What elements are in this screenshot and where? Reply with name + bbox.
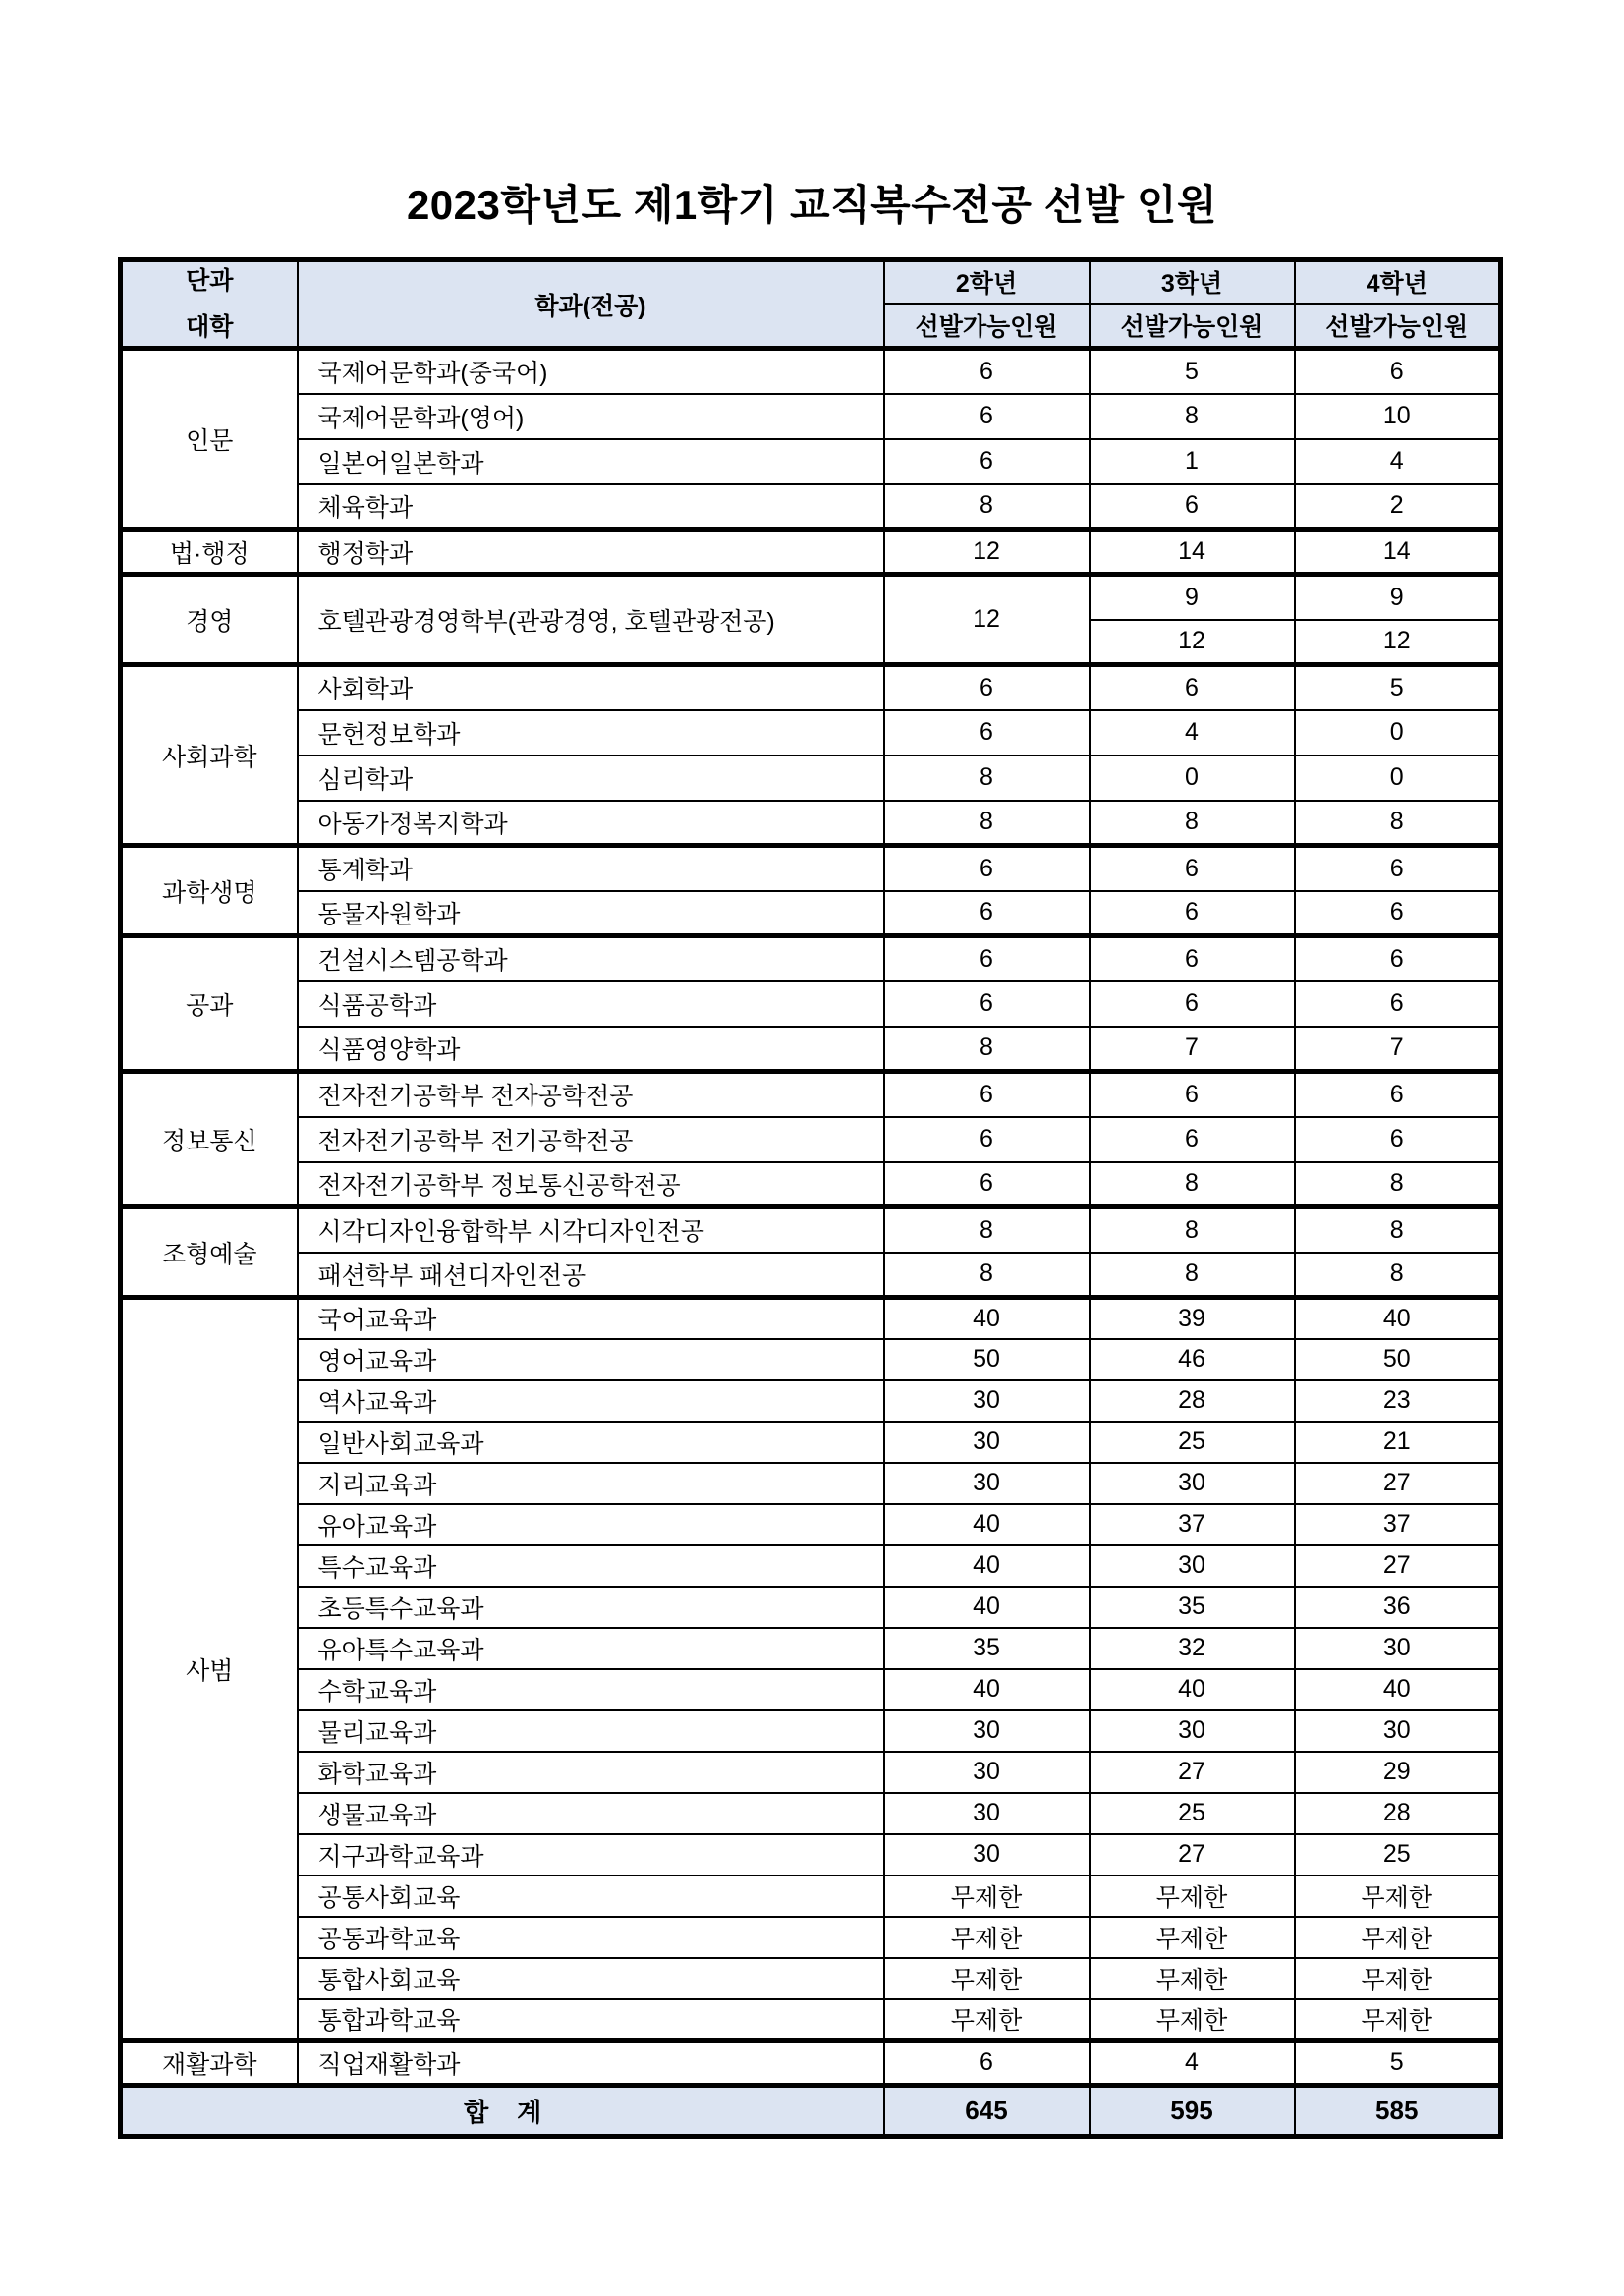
total-value-y3: 595 bbox=[1090, 2086, 1295, 2137]
value-cell: 6 bbox=[884, 1162, 1090, 1207]
value-cell: 6 bbox=[884, 936, 1090, 981]
department-cell: 통합과학교육 bbox=[298, 1999, 884, 2041]
table-row bbox=[121, 2041, 1501, 2086]
value-cell: 40 bbox=[1295, 1669, 1501, 1710]
value-cell: 28 bbox=[1090, 1380, 1295, 1422]
value-cell: 6 bbox=[1090, 891, 1295, 936]
value-cell: 12 bbox=[1090, 620, 1295, 665]
table-row bbox=[121, 1587, 1501, 1628]
college-cell: 사회과학 bbox=[121, 665, 298, 846]
department-cell: 동물자원학과 bbox=[298, 891, 884, 936]
department-cell: 유아특수교육과 bbox=[298, 1628, 884, 1669]
value-cell: 40 bbox=[884, 1504, 1090, 1545]
value-cell: 6 bbox=[1090, 1117, 1295, 1162]
value-cell: 36 bbox=[1295, 1587, 1501, 1628]
table-row bbox=[121, 710, 1501, 756]
value-cell: 무제한 bbox=[1090, 1958, 1295, 1999]
table-row bbox=[121, 1253, 1501, 1298]
college-cell: 경영 bbox=[121, 575, 298, 665]
table-row bbox=[121, 349, 1501, 394]
table-row bbox=[121, 1298, 1501, 1339]
value-cell: 40 bbox=[884, 1669, 1090, 1710]
value-cell: 6 bbox=[884, 665, 1090, 710]
table-header bbox=[121, 260, 1501, 349]
table-row bbox=[121, 530, 1501, 575]
value-cell: 4 bbox=[1090, 710, 1295, 756]
value-cell: 12 bbox=[884, 530, 1090, 575]
department-cell: 호텔관광경영학부(관광경영, 호텔관광전공) bbox=[298, 575, 884, 665]
table-row bbox=[121, 981, 1501, 1027]
value-cell: 0 bbox=[1090, 756, 1295, 801]
value-cell: 0 bbox=[1295, 710, 1501, 756]
department-cell: 시각디자인융합학부 시각디자인전공 bbox=[298, 1207, 884, 1253]
value-cell: 무제한 bbox=[1090, 1876, 1295, 1917]
value-cell: 30 bbox=[1295, 1628, 1501, 1669]
value-cell: 6 bbox=[884, 846, 1090, 891]
selection-table bbox=[118, 257, 1503, 2139]
college-cell: 사범 bbox=[121, 1298, 298, 2041]
department-cell: 전자전기공학부 전기공학전공 bbox=[298, 1117, 884, 1162]
table-row bbox=[121, 846, 1501, 891]
value-cell: 6 bbox=[1090, 484, 1295, 530]
value-cell: 6 bbox=[1295, 1117, 1501, 1162]
department-cell: 식품영양학과 bbox=[298, 1027, 884, 1072]
value-cell: 39 bbox=[1090, 1298, 1295, 1339]
table-row bbox=[121, 1504, 1501, 1545]
department-cell: 영어교육과 bbox=[298, 1339, 884, 1380]
department-cell: 일반사회교육과 bbox=[298, 1422, 884, 1463]
value-cell: 7 bbox=[1090, 1027, 1295, 1072]
table-row bbox=[121, 1339, 1501, 1380]
value-cell: 14 bbox=[1295, 530, 1501, 575]
value-cell: 27 bbox=[1295, 1463, 1501, 1504]
table-row bbox=[121, 1752, 1501, 1793]
department-cell: 전자전기공학부 정보통신공학전공 bbox=[298, 1162, 884, 1207]
header-grade-4: 4학년 bbox=[1295, 260, 1501, 304]
value-cell: 30 bbox=[1090, 1545, 1295, 1587]
table-row bbox=[121, 394, 1501, 439]
total-value-y4: 585 bbox=[1295, 2086, 1501, 2137]
header-row-grades bbox=[121, 260, 1501, 304]
value-cell: 46 bbox=[1090, 1339, 1295, 1380]
value-cell: 40 bbox=[884, 1587, 1090, 1628]
value-cell: 4 bbox=[1090, 2041, 1295, 2086]
value-cell: 27 bbox=[1090, 1834, 1295, 1876]
value-cell: 무제한 bbox=[1295, 1999, 1501, 2041]
value-cell: 30 bbox=[884, 1422, 1090, 1463]
department-cell: 초등특수교육과 bbox=[298, 1587, 884, 1628]
value-cell: 30 bbox=[1295, 1710, 1501, 1752]
value-cell: 8 bbox=[1295, 1207, 1501, 1253]
value-cell: 6 bbox=[1090, 846, 1295, 891]
total-row bbox=[121, 2086, 1501, 2137]
value-cell: 6 bbox=[1295, 891, 1501, 936]
value-cell: 30 bbox=[884, 1463, 1090, 1504]
table-row bbox=[121, 1876, 1501, 1917]
value-cell: 무제한 bbox=[1295, 1876, 1501, 1917]
department-cell: 일본어일본학과 bbox=[298, 439, 884, 484]
value-cell: 30 bbox=[884, 1380, 1090, 1422]
value-cell: 40 bbox=[884, 1545, 1090, 1587]
table-row bbox=[121, 1545, 1501, 1587]
table-row bbox=[121, 801, 1501, 846]
value-cell: 25 bbox=[1295, 1834, 1501, 1876]
table-row bbox=[121, 439, 1501, 484]
college-cell: 공과 bbox=[121, 936, 298, 1072]
value-cell: 6 bbox=[884, 1072, 1090, 1117]
table-row bbox=[121, 891, 1501, 936]
value-cell: 8 bbox=[1090, 394, 1295, 439]
department-cell: 유아교육과 bbox=[298, 1504, 884, 1545]
value-cell: 6 bbox=[884, 981, 1090, 1027]
value-cell: 29 bbox=[1295, 1752, 1501, 1793]
department-cell: 지구과학교육과 bbox=[298, 1834, 884, 1876]
department-cell: 건설시스템공학과 bbox=[298, 936, 884, 981]
value-cell: 8 bbox=[884, 1207, 1090, 1253]
value-cell: 6 bbox=[1090, 665, 1295, 710]
value-cell: 8 bbox=[1295, 1162, 1501, 1207]
value-cell: 0 bbox=[1295, 756, 1501, 801]
value-cell: 27 bbox=[1295, 1545, 1501, 1587]
college-cell: 재활과학 bbox=[121, 2041, 298, 2086]
value-cell: 30 bbox=[884, 1793, 1090, 1834]
department-cell: 공통과학교육 bbox=[298, 1917, 884, 1958]
value-cell: 8 bbox=[1090, 801, 1295, 846]
value-cell: 6 bbox=[1295, 981, 1501, 1027]
header-selectable-y4: 선발가능인원 bbox=[1295, 304, 1501, 349]
table-row bbox=[121, 936, 1501, 981]
value-cell: 무제한 bbox=[1090, 1917, 1295, 1958]
table-row bbox=[121, 575, 1501, 620]
table-row bbox=[121, 1958, 1501, 1999]
value-cell: 무제한 bbox=[884, 1999, 1090, 2041]
table-row bbox=[121, 1628, 1501, 1669]
value-cell: 무제한 bbox=[1295, 1917, 1501, 1958]
value-cell: 8 bbox=[1295, 801, 1501, 846]
department-cell: 통계학과 bbox=[298, 846, 884, 891]
value-cell: 6 bbox=[884, 439, 1090, 484]
total-value-y2: 645 bbox=[884, 2086, 1090, 2137]
table-row bbox=[121, 1117, 1501, 1162]
value-cell: 9 bbox=[1090, 575, 1295, 620]
value-cell: 12 bbox=[884, 575, 1090, 665]
table-row bbox=[121, 1669, 1501, 1710]
department-cell: 심리학과 bbox=[298, 756, 884, 801]
header-department: 학과(전공) bbox=[298, 260, 884, 349]
college-cell: 과학생명 bbox=[121, 846, 298, 936]
table-row bbox=[121, 1917, 1501, 1958]
value-cell: 32 bbox=[1090, 1628, 1295, 1669]
value-cell: 무제한 bbox=[1295, 1958, 1501, 1999]
table-body bbox=[121, 349, 1501, 2086]
value-cell: 7 bbox=[1295, 1027, 1501, 1072]
college-cell: 인문 bbox=[121, 349, 298, 530]
table-row bbox=[121, 1027, 1501, 1072]
page-title: 2023학년도 제1학기 교직복수전공 선발 인원 bbox=[406, 182, 1218, 228]
department-cell: 수학교육과 bbox=[298, 1669, 884, 1710]
value-cell: 8 bbox=[884, 756, 1090, 801]
value-cell: 8 bbox=[1090, 1162, 1295, 1207]
value-cell: 14 bbox=[1090, 530, 1295, 575]
value-cell: 5 bbox=[1090, 349, 1295, 394]
table-row bbox=[121, 1422, 1501, 1463]
value-cell: 무제한 bbox=[884, 1876, 1090, 1917]
value-cell: 8 bbox=[884, 801, 1090, 846]
value-cell: 4 bbox=[1295, 439, 1501, 484]
table-row bbox=[121, 484, 1501, 530]
department-cell: 국제어문학과(중국어) bbox=[298, 349, 884, 394]
college-cell: 법·행정 bbox=[121, 530, 298, 575]
total-label: 합 계 bbox=[121, 2086, 884, 2137]
value-cell: 30 bbox=[884, 1752, 1090, 1793]
department-cell: 국어교육과 bbox=[298, 1298, 884, 1339]
table-footer bbox=[121, 2086, 1501, 2137]
value-cell: 40 bbox=[1090, 1669, 1295, 1710]
header-selectable-y3: 선발가능인원 bbox=[1090, 304, 1295, 349]
value-cell: 6 bbox=[1295, 936, 1501, 981]
department-cell: 역사교육과 bbox=[298, 1380, 884, 1422]
value-cell: 37 bbox=[1090, 1504, 1295, 1545]
value-cell: 30 bbox=[884, 1834, 1090, 1876]
table-row bbox=[121, 1380, 1501, 1422]
value-cell: 6 bbox=[1295, 846, 1501, 891]
value-cell: 25 bbox=[1090, 1422, 1295, 1463]
value-cell: 8 bbox=[1090, 1207, 1295, 1253]
table-row bbox=[121, 1710, 1501, 1752]
table-row bbox=[121, 1463, 1501, 1504]
value-cell: 30 bbox=[1090, 1463, 1295, 1504]
value-cell: 35 bbox=[884, 1628, 1090, 1669]
value-cell: 37 bbox=[1295, 1504, 1501, 1545]
table-row bbox=[121, 756, 1501, 801]
value-cell: 2 bbox=[1295, 484, 1501, 530]
value-cell: 6 bbox=[1090, 981, 1295, 1027]
value-cell: 30 bbox=[884, 1710, 1090, 1752]
value-cell: 5 bbox=[1295, 665, 1501, 710]
value-cell: 5 bbox=[1295, 2041, 1501, 2086]
department-cell: 화학교육과 bbox=[298, 1752, 884, 1793]
department-cell: 전자전기공학부 전자공학전공 bbox=[298, 1072, 884, 1117]
department-cell: 패션학부 패션디자인전공 bbox=[298, 1253, 884, 1298]
value-cell: 9 bbox=[1295, 575, 1501, 620]
value-cell: 8 bbox=[884, 1253, 1090, 1298]
value-cell: 6 bbox=[1295, 1072, 1501, 1117]
value-cell: 6 bbox=[884, 349, 1090, 394]
value-cell: 6 bbox=[1295, 349, 1501, 394]
value-cell: 12 bbox=[1295, 620, 1501, 665]
department-cell: 체육학과 bbox=[298, 484, 884, 530]
value-cell: 27 bbox=[1090, 1752, 1295, 1793]
department-cell: 문헌정보학과 bbox=[298, 710, 884, 756]
value-cell: 8 bbox=[1090, 1253, 1295, 1298]
department-cell: 생물교육과 bbox=[298, 1793, 884, 1834]
header-college bbox=[121, 260, 298, 349]
value-cell: 6 bbox=[884, 1117, 1090, 1162]
value-cell: 30 bbox=[1090, 1710, 1295, 1752]
department-cell: 행정학과 bbox=[298, 530, 884, 575]
value-cell: 1 bbox=[1090, 439, 1295, 484]
table-row bbox=[121, 1162, 1501, 1207]
table-row bbox=[121, 665, 1501, 710]
college-cell: 조형예술 bbox=[121, 1207, 298, 1298]
department-cell: 지리교육과 bbox=[298, 1463, 884, 1504]
header-college-line1: 단과 bbox=[186, 266, 234, 295]
department-cell: 공통사회교육 bbox=[298, 1876, 884, 1917]
value-cell: 8 bbox=[884, 1027, 1090, 1072]
department-cell: 국제어문학과(영어) bbox=[298, 394, 884, 439]
department-cell: 식품공학과 bbox=[298, 981, 884, 1027]
header-college-line2: 대학 bbox=[186, 312, 234, 341]
table-row bbox=[121, 1793, 1501, 1834]
header-grade-3: 3학년 bbox=[1090, 260, 1295, 304]
value-cell: 23 bbox=[1295, 1380, 1501, 1422]
value-cell: 40 bbox=[1295, 1298, 1501, 1339]
value-cell: 6 bbox=[884, 394, 1090, 439]
department-cell: 사회학과 bbox=[298, 665, 884, 710]
table-row bbox=[121, 1207, 1501, 1253]
department-cell: 아동가정복지학과 bbox=[298, 801, 884, 846]
table-row bbox=[121, 1834, 1501, 1876]
college-cell: 정보통신 bbox=[121, 1072, 298, 1207]
value-cell: 40 bbox=[884, 1298, 1090, 1339]
value-cell: 6 bbox=[884, 2041, 1090, 2086]
department-cell: 통합사회교육 bbox=[298, 1958, 884, 1999]
value-cell: 무제한 bbox=[884, 1958, 1090, 1999]
header-selectable-y2: 선발가능인원 bbox=[884, 304, 1090, 349]
value-cell: 8 bbox=[1295, 1253, 1501, 1298]
table-row bbox=[121, 1072, 1501, 1117]
header-grade-2: 2학년 bbox=[884, 260, 1090, 304]
department-cell: 특수교육과 bbox=[298, 1545, 884, 1587]
value-cell: 8 bbox=[884, 484, 1090, 530]
value-cell: 6 bbox=[884, 710, 1090, 756]
value-cell: 25 bbox=[1090, 1793, 1295, 1834]
value-cell: 무제한 bbox=[884, 1917, 1090, 1958]
value-cell: 무제한 bbox=[1090, 1999, 1295, 2041]
value-cell: 21 bbox=[1295, 1422, 1501, 1463]
value-cell: 6 bbox=[884, 891, 1090, 936]
value-cell: 6 bbox=[1090, 1072, 1295, 1117]
value-cell: 28 bbox=[1295, 1793, 1501, 1834]
department-cell: 물리교육과 bbox=[298, 1710, 884, 1752]
value-cell: 35 bbox=[1090, 1587, 1295, 1628]
value-cell: 50 bbox=[1295, 1339, 1501, 1380]
value-cell: 50 bbox=[884, 1339, 1090, 1380]
value-cell: 10 bbox=[1295, 394, 1501, 439]
department-cell: 직업재활학과 bbox=[298, 2041, 884, 2086]
value-cell: 6 bbox=[1090, 936, 1295, 981]
table-row bbox=[121, 1999, 1501, 2041]
